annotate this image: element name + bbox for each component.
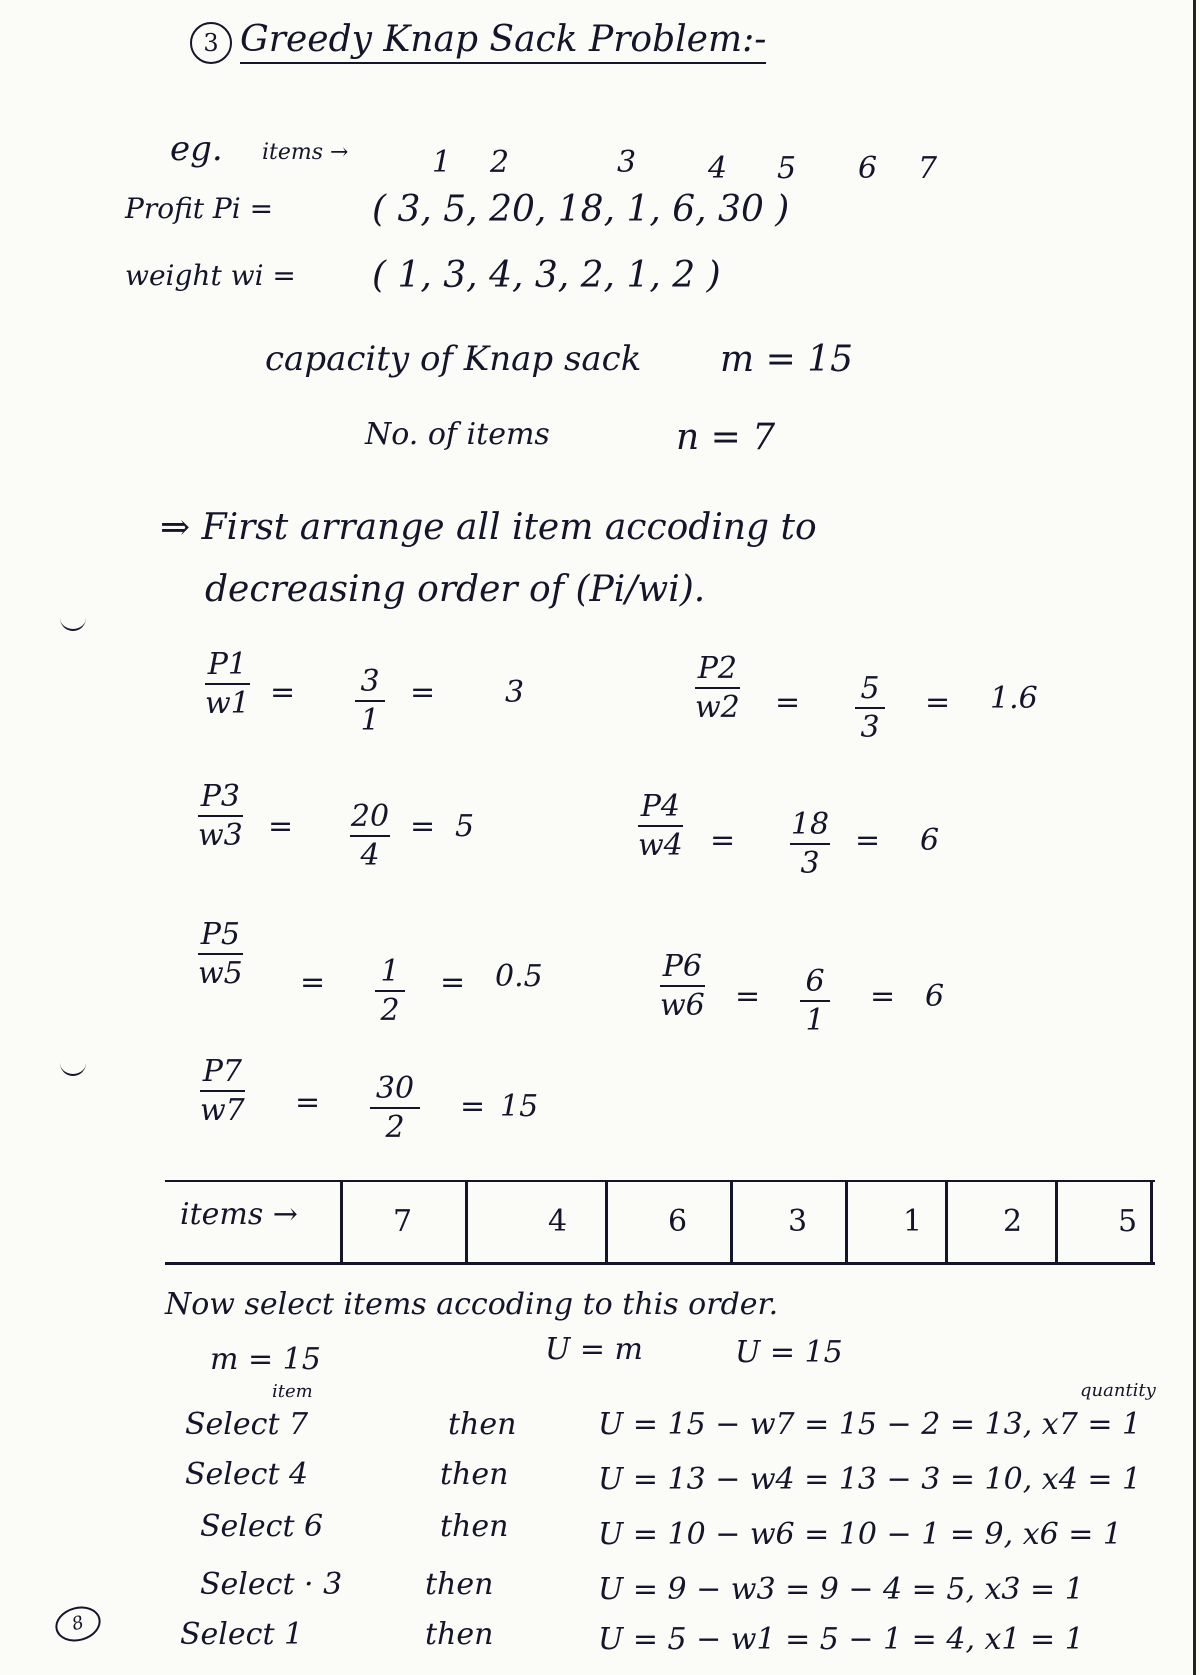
table-cell: 3 [730, 1182, 733, 1262]
table-cell [1150, 1182, 1153, 1262]
ratio-lhs: P3 w3 [198, 779, 243, 853]
equals: = [300, 965, 326, 1000]
select-step: Select 7 [185, 1407, 309, 1442]
select-step: Select 1 [180, 1617, 304, 1652]
order-label: items → [180, 1197, 298, 1232]
then-word: then [425, 1617, 494, 1652]
margin-mark [60, 615, 86, 631]
update-calc: U = 10 − w6 = 10 − 1 = 9, x6 = 1 [598, 1517, 1122, 1552]
equals: = [855, 823, 881, 858]
m-line: m = 15 [210, 1342, 321, 1377]
u-equals-m: U = m [545, 1332, 643, 1367]
table-cell: 2 [945, 1182, 948, 1262]
ratio-rhs: 6 1 [800, 965, 830, 1037]
select-step: Select 6 [200, 1509, 324, 1544]
item-number: 7 [918, 151, 938, 186]
table-cell: 5 [1055, 1182, 1058, 1262]
page-title: Greedy Knap Sack Problem:- [240, 22, 766, 64]
equals: = [710, 823, 736, 858]
then-word: then [440, 1509, 509, 1544]
count-text: No. of items [365, 417, 550, 452]
profit-values: ( 3, 5, 20, 18, 1, 6, 30 ) [372, 189, 790, 230]
weight-values: ( 1, 3, 4, 3, 2, 1, 2 ) [372, 255, 721, 296]
page-number: 8 [51, 1602, 104, 1647]
count-value: n = 7 [676, 417, 776, 458]
items-label: items → [262, 140, 349, 165]
then-word: then [448, 1407, 517, 1442]
ratio-result: 0.5 [495, 959, 543, 994]
then-word: then [440, 1457, 509, 1492]
ratio-result: 6 [920, 823, 940, 858]
ratio-lhs: P4 w4 [638, 789, 683, 863]
select-step: Select 4 [185, 1457, 309, 1492]
equals: = [270, 675, 296, 710]
ratio-result: 6 [925, 979, 945, 1014]
ratio-rhs: 3 1 [355, 665, 385, 737]
item-number: 2 [490, 145, 510, 180]
instruction-line-1: ⇒ First arrange all item accoding to [160, 507, 817, 548]
ratio-lhs: P6 w6 [660, 949, 705, 1023]
equals: = [870, 979, 896, 1014]
equals: = [735, 979, 761, 1014]
update-calc: U = 13 − w4 = 13 − 3 = 10, x4 = 1 [598, 1462, 1142, 1497]
margin-mark [60, 1060, 86, 1076]
selection-intro: Now select items accoding to this order. [165, 1287, 779, 1322]
equals: = [268, 809, 294, 844]
ratio-lhs: P5 w5 [198, 917, 243, 991]
section-number: 3 [190, 22, 232, 64]
profit-label: Profit Pi = [125, 192, 274, 225]
then-word: then [425, 1567, 494, 1602]
equals: = [775, 685, 801, 720]
ratio-rhs: 20 4 [350, 799, 390, 873]
page-edge [1193, 0, 1196, 1675]
ratio-rhs: 1 2 [375, 955, 405, 1027]
ratio-result: 3 [505, 675, 525, 710]
equals: = [440, 965, 466, 1000]
equals: = [925, 685, 951, 720]
table-cell: 7 [340, 1182, 343, 1262]
equals: = [460, 1089, 486, 1124]
ratio-result: 15 [500, 1089, 539, 1124]
example-label: eg. [170, 129, 223, 169]
item-number: 4 [708, 151, 728, 186]
ratio-lhs: P1 w1 [205, 647, 250, 721]
item-number: 3 [617, 145, 637, 180]
item-number: 1 [432, 145, 452, 180]
equals: = [410, 809, 436, 844]
update-calc: U = 15 − w7 = 15 − 2 = 13, x7 = 1 [598, 1407, 1142, 1442]
ratio-lhs: P2 w2 [695, 651, 740, 725]
order-table [165, 1180, 1155, 1265]
ratio-result: 5 [455, 809, 475, 844]
capacity-value: m = 15 [720, 339, 853, 380]
table-cell: 6 [605, 1182, 608, 1262]
item-number: 5 [777, 151, 797, 186]
weight-label: weight wi = [125, 259, 296, 292]
update-calc: U = 5 − w1 = 5 − 1 = 4, x1 = 1 [598, 1622, 1084, 1657]
capacity-text: capacity of Knap sack [265, 339, 642, 379]
table-cell: 4 [465, 1182, 468, 1262]
ratio-rhs: 5 3 [855, 672, 885, 744]
equals: = [295, 1085, 321, 1120]
ratio-lhs: P7 w7 [200, 1054, 245, 1128]
u-value: U = 15 [735, 1335, 843, 1370]
quantity-note: quantity [1080, 1380, 1156, 1401]
item-note: item [272, 1381, 313, 1402]
ratio-result: 1.6 [990, 681, 1038, 716]
equals: = [410, 675, 436, 710]
ratio-rhs: 30 2 [370, 1072, 420, 1144]
item-number: 6 [858, 151, 878, 186]
select-step: Select · 3 [200, 1567, 343, 1602]
ratio-rhs: 18 3 [790, 807, 830, 881]
table-cell: 1 [845, 1182, 848, 1262]
instruction-line-2: decreasing order of (Pi/wi). [205, 569, 706, 610]
update-calc: U = 9 − w3 = 9 − 4 = 5, x3 = 1 [598, 1572, 1084, 1607]
